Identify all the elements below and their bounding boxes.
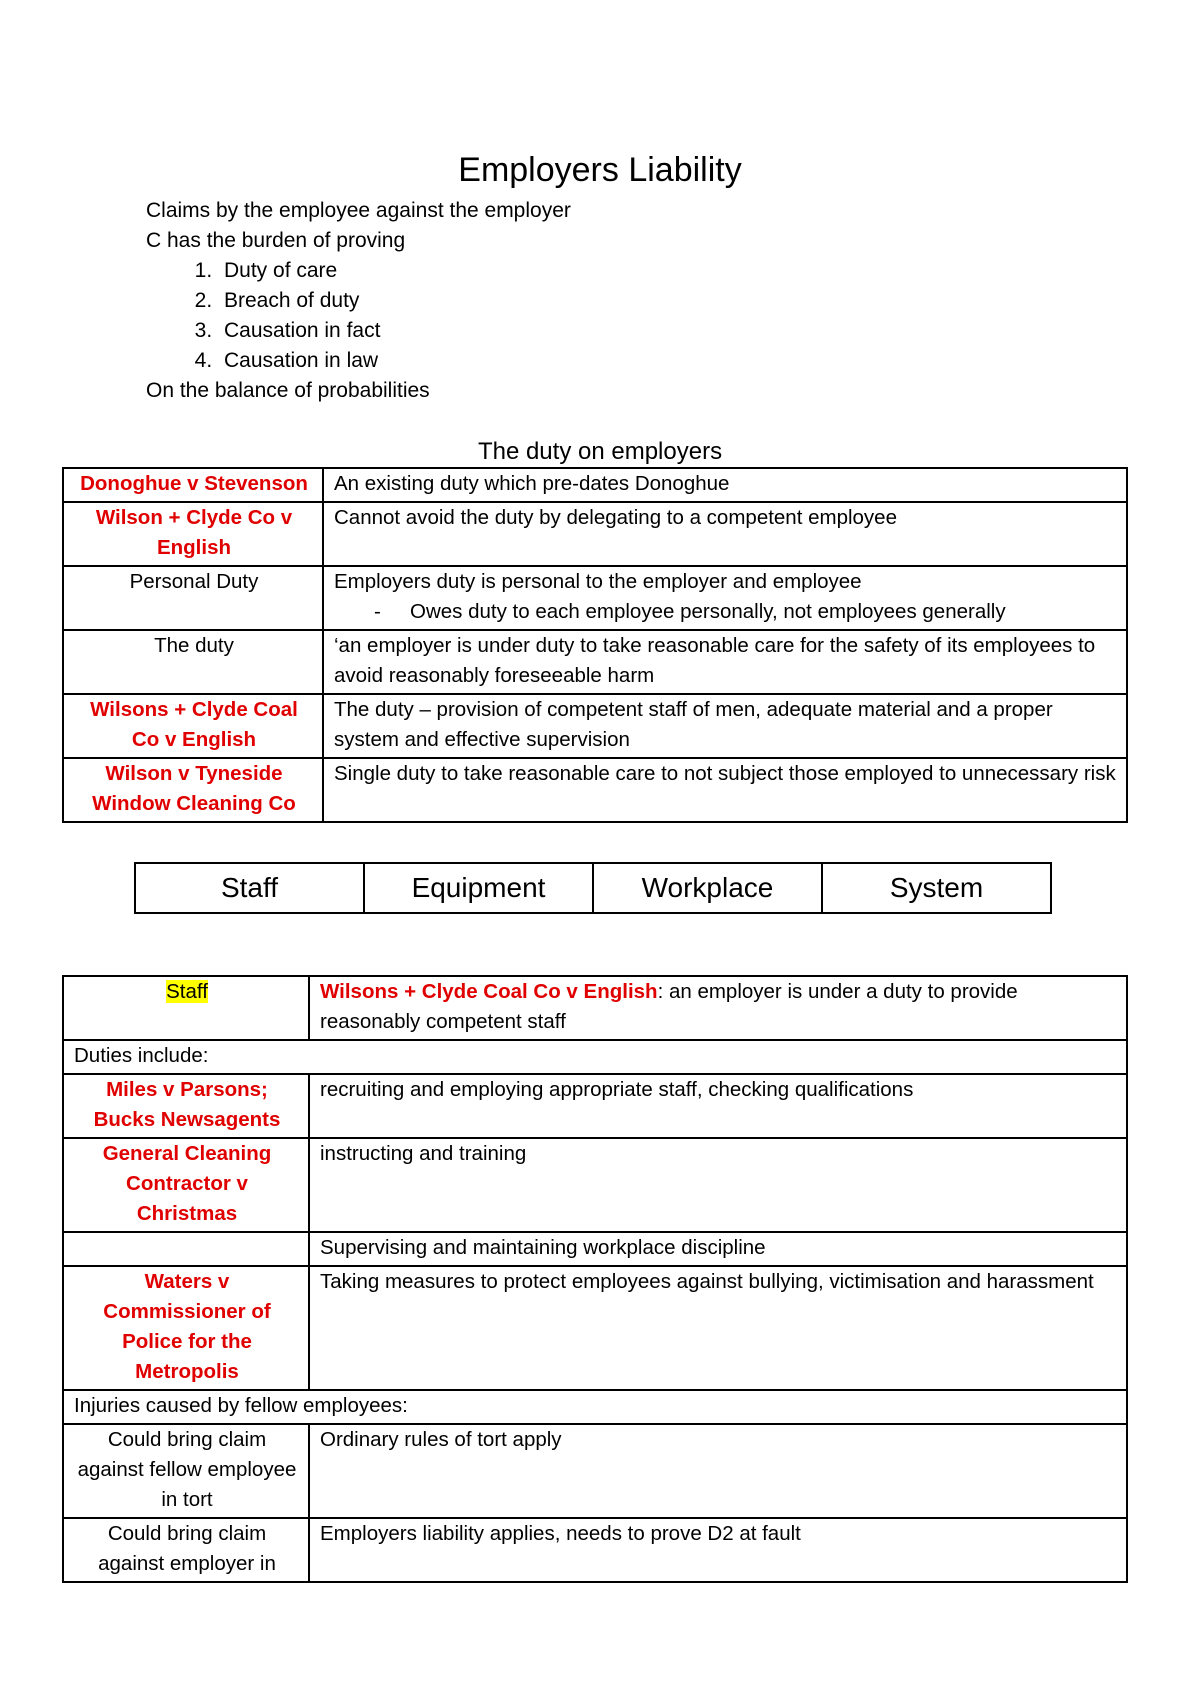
- row-description: recruiting and employing appropriate staff, checking qualifications: [309, 1074, 1127, 1138]
- row-description: Single duty to take reasonable care to not subject those employed to unnecessary risk: [323, 758, 1127, 822]
- row-description-cell: [323, 566, 1127, 630]
- staff-duty-cell: [309, 976, 1127, 1040]
- table-row: [63, 1390, 1127, 1424]
- table-row: [63, 1266, 1127, 1390]
- case-name: Miles v Parsons; Bucks Newsagents: [63, 1074, 309, 1138]
- case-name: Wilson v Tyneside Window Cleaning Co: [63, 758, 323, 822]
- intro-line-burden: C has the burden of proving: [146, 229, 406, 252]
- case-name: Wilsons + Clyde Coal Co v English: [320, 980, 658, 1003]
- table-row: [63, 566, 1127, 630]
- table-row: [63, 694, 1127, 758]
- table-row: [63, 1138, 1127, 1232]
- row-description: Taking measures to protect employees against bullying, victimisation and harassment: [309, 1266, 1127, 1390]
- table-row: [63, 758, 1127, 822]
- table-row: [63, 1232, 1127, 1266]
- table-row: [63, 502, 1127, 566]
- row-label: Personal Duty: [63, 566, 323, 630]
- bullet-text: Owes duty to each employee personally, not employees generally: [410, 600, 1006, 623]
- table-row: [63, 630, 1127, 694]
- row-description: : an employer is under a duty to provide reasonably competent staff: [320, 980, 1018, 1033]
- category-table: [134, 862, 1052, 914]
- injuries-label: Injuries caused by fellow employees:: [63, 1390, 1127, 1424]
- case-name: Waters v Commissioner of Police for the Metropolis: [63, 1266, 309, 1390]
- case-name: Donoghue v Stevenson: [63, 468, 323, 502]
- row-description: Employers duty is personal to the employer and employee: [334, 570, 862, 593]
- bullet-item: [334, 597, 1118, 627]
- category-system: System: [822, 863, 1051, 913]
- table-row: [63, 1518, 1127, 1582]
- dash-bullet: -: [374, 600, 381, 623]
- staff-table: [62, 975, 1128, 1583]
- category-equipment: Equipment: [364, 863, 593, 913]
- case-name: General Cleaning Contractor v Christmas: [63, 1138, 309, 1232]
- category-workplace: Workplace: [593, 863, 822, 913]
- intro-line-standard: On the balance of probabilities: [146, 379, 430, 402]
- staff-heading: Staff: [166, 980, 208, 1003]
- list-item: 3. Causation in fact: [218, 316, 571, 346]
- row-label: The duty: [63, 630, 323, 694]
- row-label: Could bring claim against employer in: [63, 1518, 309, 1582]
- case-name: Wilsons + Clyde Coal Co v English: [63, 694, 323, 758]
- row-description: Cannot avoid the duty by delegating to a competent employee: [323, 502, 1127, 566]
- page-title: Employers Liability: [458, 151, 742, 189]
- intro-line-claims: Claims by the employee against the employer: [146, 199, 571, 222]
- row-description: An existing duty which pre-dates Donoghue: [323, 468, 1127, 502]
- empty-case-cell: [63, 1232, 309, 1266]
- duties-include-label: Duties include:: [63, 1040, 1127, 1074]
- table-row: [63, 976, 1127, 1040]
- table-row: [63, 468, 1127, 502]
- staff-heading-cell: [63, 976, 309, 1040]
- row-description: ‘an employer is under duty to take reasonable care for the safety of its employees to avoid reasonably foreseeable harm: [323, 630, 1127, 694]
- list-item: 2. Breach of duty: [218, 286, 571, 316]
- row-description: instructing and training: [309, 1138, 1127, 1232]
- table-row: [135, 863, 1051, 913]
- row-description: Employers liability applies, needs to prove D2 at fault: [309, 1518, 1127, 1582]
- list-item: 4. Causation in law: [218, 346, 571, 376]
- row-description: Supervising and maintaining workplace discipline: [309, 1232, 1127, 1266]
- intro-block: [146, 196, 571, 406]
- row-label: Could bring claim against fellow employee in tort: [63, 1424, 309, 1518]
- table-row: [63, 1424, 1127, 1518]
- case-name: Wilson + Clyde Co v English: [63, 502, 323, 566]
- table-row: [63, 1040, 1127, 1074]
- elements-list: [146, 256, 571, 376]
- duty-table: [62, 467, 1128, 823]
- row-description: Ordinary rules of tort apply: [309, 1424, 1127, 1518]
- table-row: [63, 1074, 1127, 1138]
- section-title-duty: The duty on employers: [477, 438, 723, 465]
- category-staff: Staff: [135, 863, 364, 913]
- row-description: The duty – provision of competent staff of men, adequate material and a proper system and effective supervision: [323, 694, 1127, 758]
- list-item: 1. Duty of care: [218, 256, 571, 286]
